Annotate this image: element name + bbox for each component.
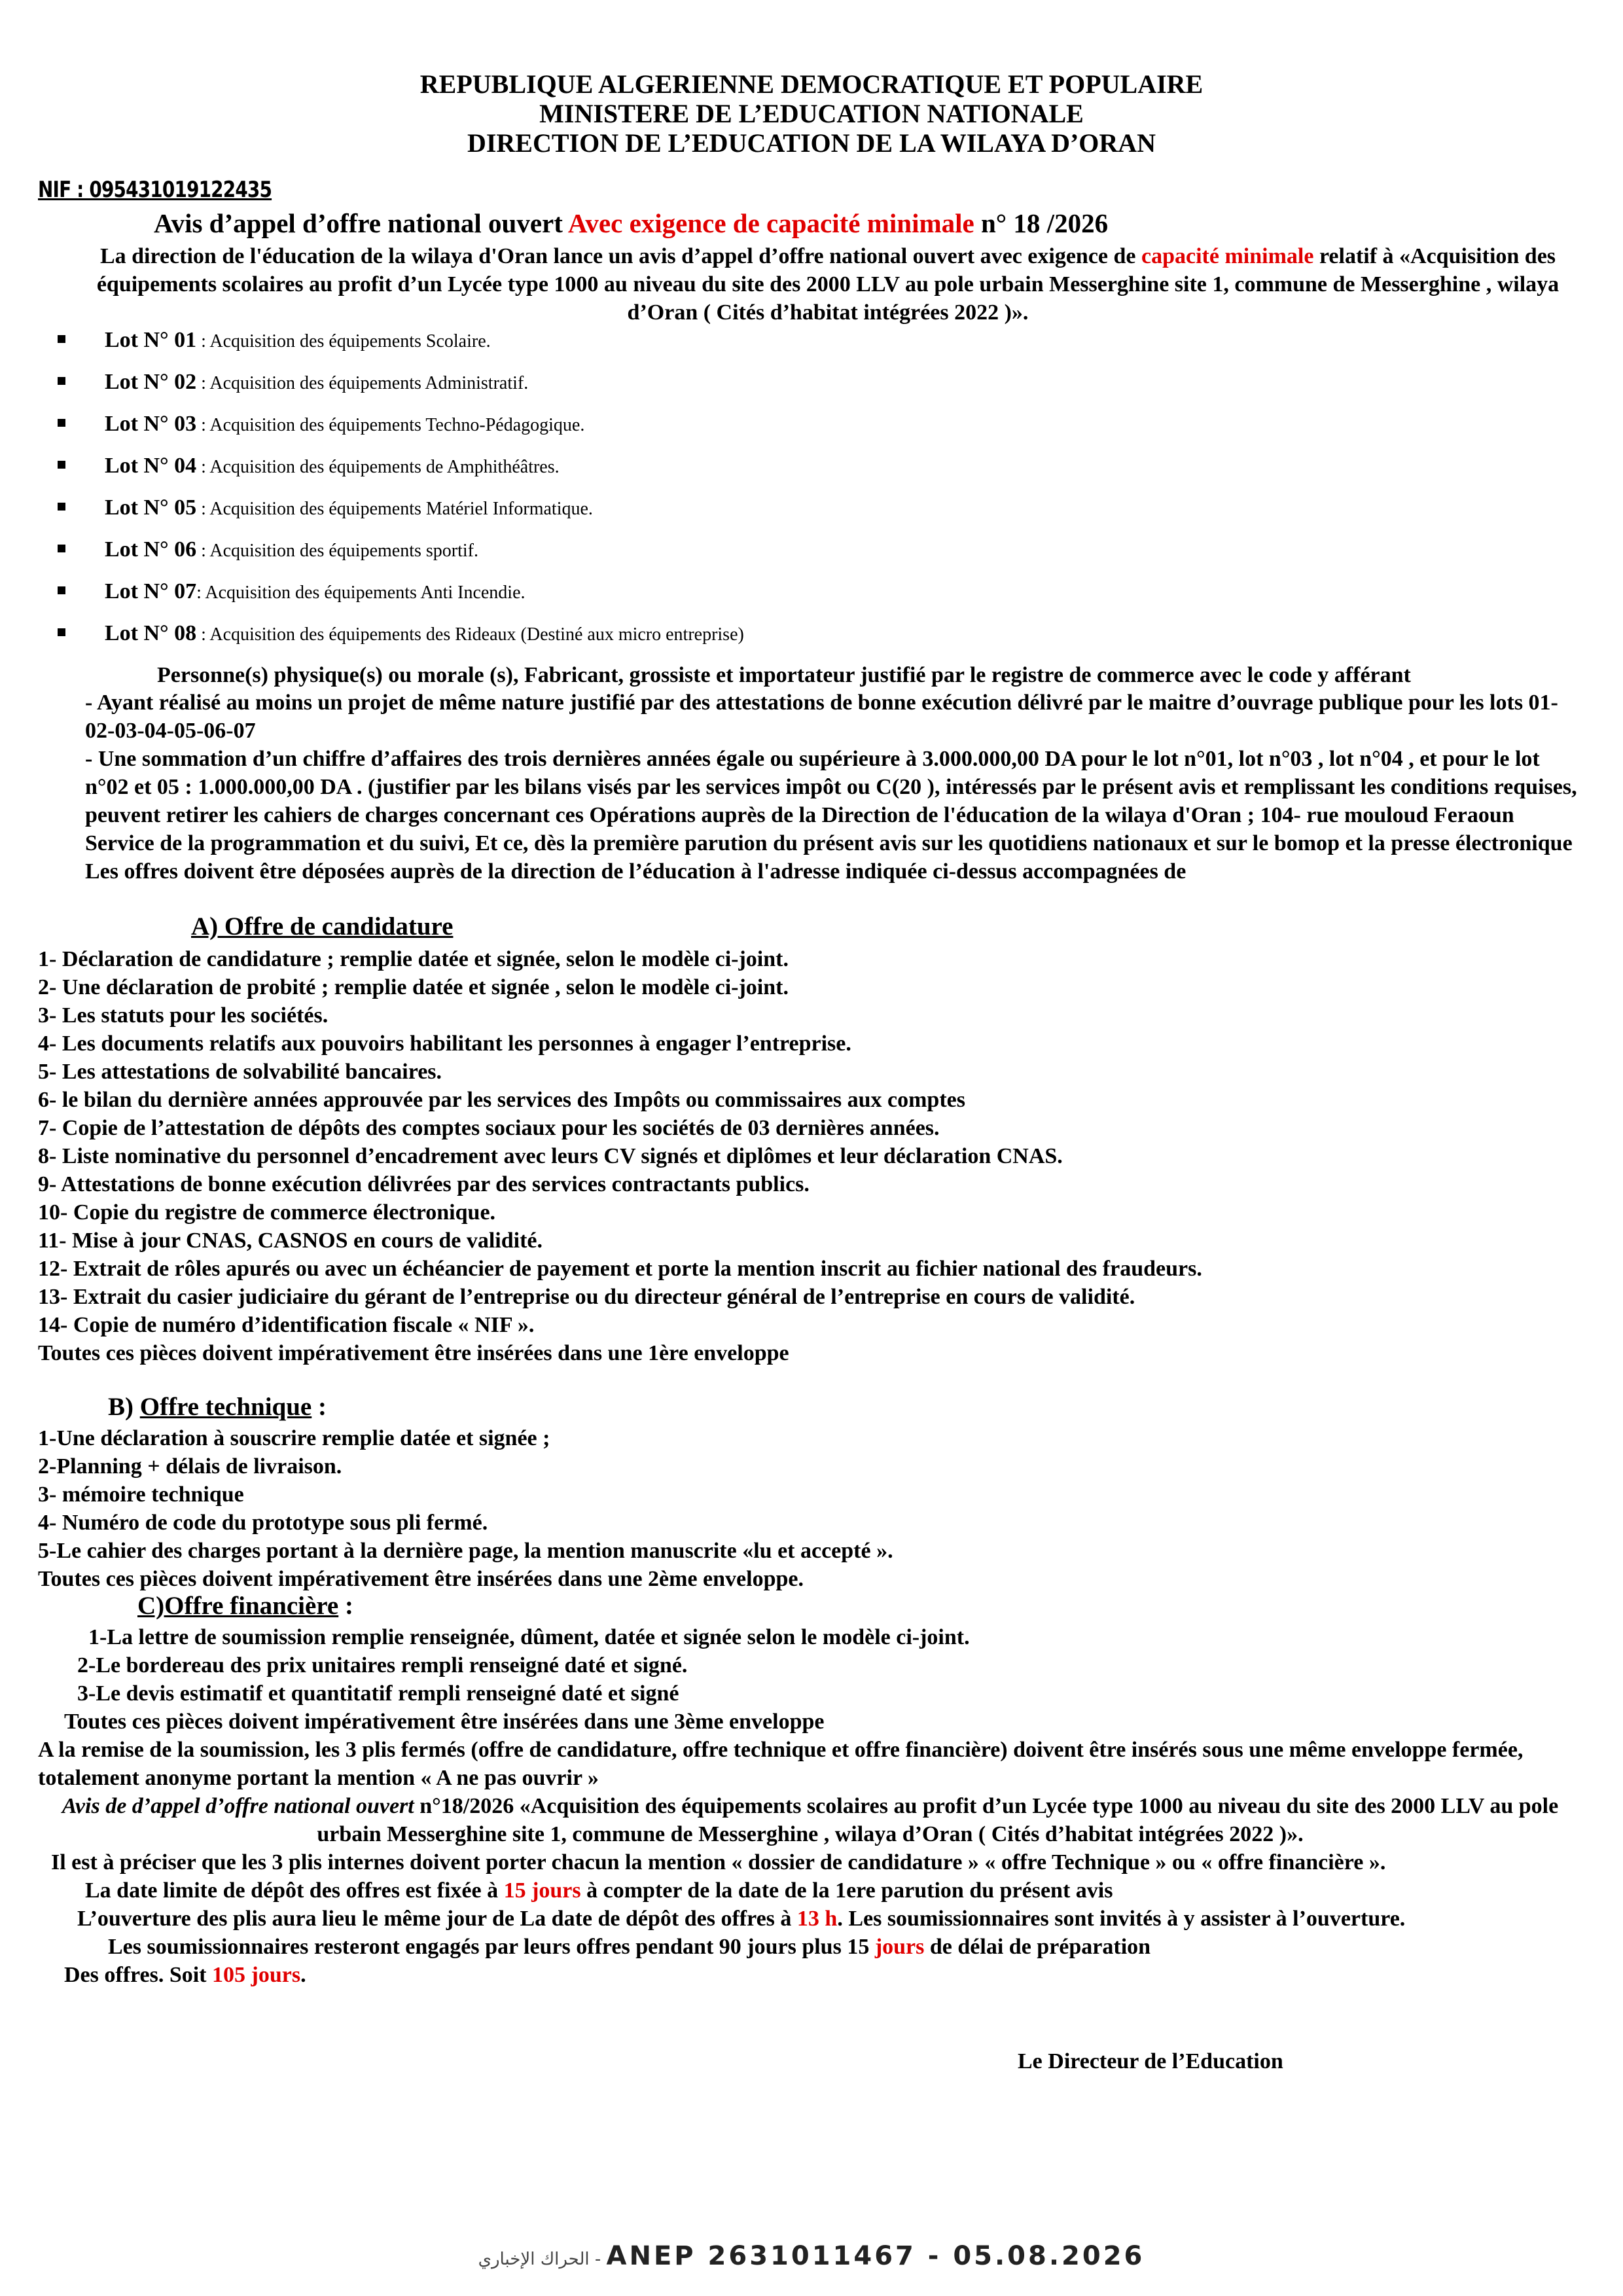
section-c-closing: Toutes ces pièces doivent impérativement être insérées dans une 3ème enveloppe xyxy=(64,1710,825,1734)
footer xyxy=(0,2241,1623,2274)
list-item: 3- mémoire technique xyxy=(38,1482,244,1507)
list-item: 11- Mise à jour CNAS, CASNOS en cours de validité. xyxy=(38,1229,543,1253)
bullet-square-icon xyxy=(58,419,65,427)
header-line-direction: DIRECTION DE L’EDUCATION DE LA WILAYA D’ORAN xyxy=(467,128,1156,158)
engagement-line: Les soumissionnaires resteront engagés par leurs offres pendant 90 jours plus 15 jours de délai de préparation xyxy=(108,1935,1151,1959)
list-item: 2-Planning + délais de livraison. xyxy=(38,1454,342,1479)
opening-line: L’ouverture des plis aura lieu le même jour de La date de dépôt des offres à 13 h. Les soumissionnaires sont invités à y assister à l’ouverture. xyxy=(77,1907,1406,1931)
lot-item: Lot N° 06 : Acquisition des équipements sportif. xyxy=(58,537,478,564)
footer-anep-reference: ANEP 2631011467 - 05.08.2026 xyxy=(606,2241,1145,2271)
list-item: 14- Copie de numéro d’identification fiscale « NIF ». xyxy=(38,1313,535,1337)
avis-repeat-paragraph: Avis de d’appel d’offre national ouvert n°18/2026 «Acquisition des équipements scolaires au profit d’un Lycée type 1000 au niveau du site des 2000 LLV au pole urbain Messerghine site 1, commune de Messerghine , wilaya d’Oran ( Cités d’habitat intégrées 2022 )». xyxy=(62,1794,1559,1846)
plis-mention: Il est à préciser que les 3 plis internes doivent porter chacun la mention « dossier de candidature » « offre Technique » ou « offre financière ». xyxy=(51,1850,1386,1874)
bullet-square-icon xyxy=(58,503,65,511)
notice-title: Avis d’appel d’offre national ouvert Avec exigence de capacité minimale n° 18 /2026 xyxy=(154,208,1109,238)
list-item: 1-La lettre de soumission remplie renseignée, dûment, datée et signée selon le modèle ci-joint. xyxy=(88,1625,970,1649)
list-item: 6- le bilan du dernière années approuvée par les services des Impôts ou commissaires aux comptes xyxy=(38,1088,965,1112)
total-line: Des offres. Soit 105 jours. xyxy=(64,1963,306,1987)
list-item: 2-Le bordereau des prix unitaires rempli renseigné daté et signé. xyxy=(77,1653,688,1677)
bullet-square-icon xyxy=(58,628,65,636)
lot-item: Lot N° 04 : Acquisition des équipements de Amphithéâtres. xyxy=(58,453,560,480)
list-item: 3- Les statuts pour les sociétés. xyxy=(38,1003,329,1028)
condition-persons: Personne(s) physique(s) ou morale (s), Fabricant, grossiste et importateur justifié par le registre de commerce avec le code y afférant xyxy=(157,663,1411,687)
bullet-square-icon xyxy=(58,586,65,594)
lot-item: Lot N° 03 : Acquisition des équipements Techno-Pédagogique. xyxy=(58,411,584,439)
list-item: 13- Extrait du casier judiciaire du gérant de l’entreprise ou du directeur général de l’entreprise en cours de validité. xyxy=(38,1285,1135,1309)
list-item: 4- Les documents relatifs aux pouvoirs habilitant les personnes à engager l’entreprise. xyxy=(38,1031,851,1056)
bullet-square-icon xyxy=(58,545,65,552)
list-item: 5- Les attestations de solvabilité bancaires. xyxy=(38,1060,442,1084)
bullet-square-icon xyxy=(58,377,65,385)
lot-item: Lot N° 07: Acquisition des équipements Anti Incendie. xyxy=(58,579,526,606)
list-item: 2- Une déclaration de probité ; remplie datée et signée , selon le modèle ci-joint. xyxy=(38,975,789,999)
lot-item: Lot N° 05 : Acquisition des équipements Matériel Informatique. xyxy=(58,495,593,522)
nif-number: NIF : 095431019122435 xyxy=(38,177,272,203)
deadline-line: La date limite de dépôt des offres est fixée à 15 jours à compter de la date de la 1ere parution du présent avis xyxy=(85,1878,1113,1903)
signature: Le Directeur de l’Education xyxy=(1018,2049,1283,2073)
lot-item: Lot N° 08 : Acquisition des équipements des Rideaux (Destiné aux micro entreprise) xyxy=(58,620,744,648)
bullet-square-icon xyxy=(58,335,65,343)
list-item: 5-Le cahier des charges portant à la dernière page, la mention manuscrite «lu et accepté ». xyxy=(38,1539,893,1563)
condition-turnover: - Une sommation d’un chiffre d’affaires des trois dernières années égale ou supérieure à 3.000.000,00 DA pour le lot n°01, lot n°03 , lot n°04 , et pour le lot n°02 et 05 : 1.000.000,00 DA . (justifier par les bilans visés par les services impôt ou C(20 ), intéressés par le présent avis et remplissant les conditions requises, peuvent retirer les cahiers de charges concernant ces Opérations auprès de la Direction de l'éducation de la wilaya d'Oran ; 104- rue mouloud Feraoun Service de la programmation et du suivi, Et ce, dès la première parution du présent avis sur les quotidiens nationaux et sur le bomop et la presse électronique Les offres doivent être déposées auprès de la direction de l’éducation à l'adresse indiquée ci-dessus accompagnées de xyxy=(85,747,1577,884)
section-a-closing: Toutes ces pièces doivent impérativement être insérées dans une 1ère enveloppe xyxy=(38,1341,789,1365)
remise-paragraph: A la remise de la soumission, les 3 plis fermés (offre de candidature, offre technique et offre financière) doivent être insérés sous une même enveloppe fermée, totalement anonyme portant la mention « A ne pas ouvrir » xyxy=(38,1738,1524,1790)
list-item: 12- Extrait de rôles apurés ou avec un échéancier de payement et porte la mention inscrit au fichier national des fraudeurs. xyxy=(38,1257,1202,1281)
bullet-square-icon xyxy=(58,461,65,469)
section-c-heading: C)Offre financière : xyxy=(137,1592,353,1620)
list-item: 8- Liste nominative du personnel d’encadrement avec leurs CV signés et diplômes et leur déclaration CNAS. xyxy=(38,1144,1063,1168)
intro-paragraph: La direction de l'éducation de la wilaya d'Oran lance un avis d’appel d’offre national ouvert avec exigence de capacité minimale relatif à «Acquisition des équipements scolaires au profit d’un Lycée type 1000 au niveau du site des 2000 LLV au pole urbain Messerghine site 1, commune de Messerghine , wilaya d’Oran ( Cités d’habitat intégrées 2022 )». xyxy=(96,244,1560,325)
list-item: 7- Copie de l’attestation de dépôts des comptes sociaux pour les sociétés de 03 dernières années. xyxy=(38,1116,940,1140)
footer-source: الحراك الإخباري - xyxy=(478,2250,607,2269)
list-item: 4- Numéro de code du prototype sous pli fermé. xyxy=(38,1511,488,1535)
list-item: 1- Déclaration de candidature ; remplie datée et signée, selon le modèle ci-joint. xyxy=(38,947,789,971)
lot-item: Lot N° 02 : Acquisition des équipements Administratif. xyxy=(58,369,528,397)
list-item: 3-Le devis estimatif et quantitatif rempli renseigné daté et signé xyxy=(77,1681,679,1706)
section-b-heading: B) Offre technique : xyxy=(108,1393,327,1421)
condition-project: - Ayant réalisé au moins un projet de même nature justifié par des attestations de bonne exécution délivré par le maitre d’ouvrage publique pour les lots 01-02-03-04-05-06-07 xyxy=(85,691,1558,743)
list-item: 9- Attestations de bonne exécution délivrées par des services contractants publics. xyxy=(38,1172,810,1196)
list-item: 1-Une déclaration à souscrire remplie datée et signée ; xyxy=(38,1426,550,1450)
section-a-heading: A) Offre de candidature xyxy=(191,912,454,941)
header-line-republic: REPUBLIQUE ALGERIENNE DEMOCRATIQUE ET POPULAIRE xyxy=(419,69,1204,99)
list-item: 10- Copie du registre de commerce électronique. xyxy=(38,1200,496,1225)
header-line-ministry: MINISTERE DE L’EDUCATION NATIONALE xyxy=(539,99,1084,128)
section-b-closing: Toutes ces pièces doivent impérativement être insérées dans une 2ème enveloppe. xyxy=(38,1567,804,1591)
lot-item: Lot N° 01 : Acquisition des équipements Scolaire. xyxy=(58,327,491,355)
